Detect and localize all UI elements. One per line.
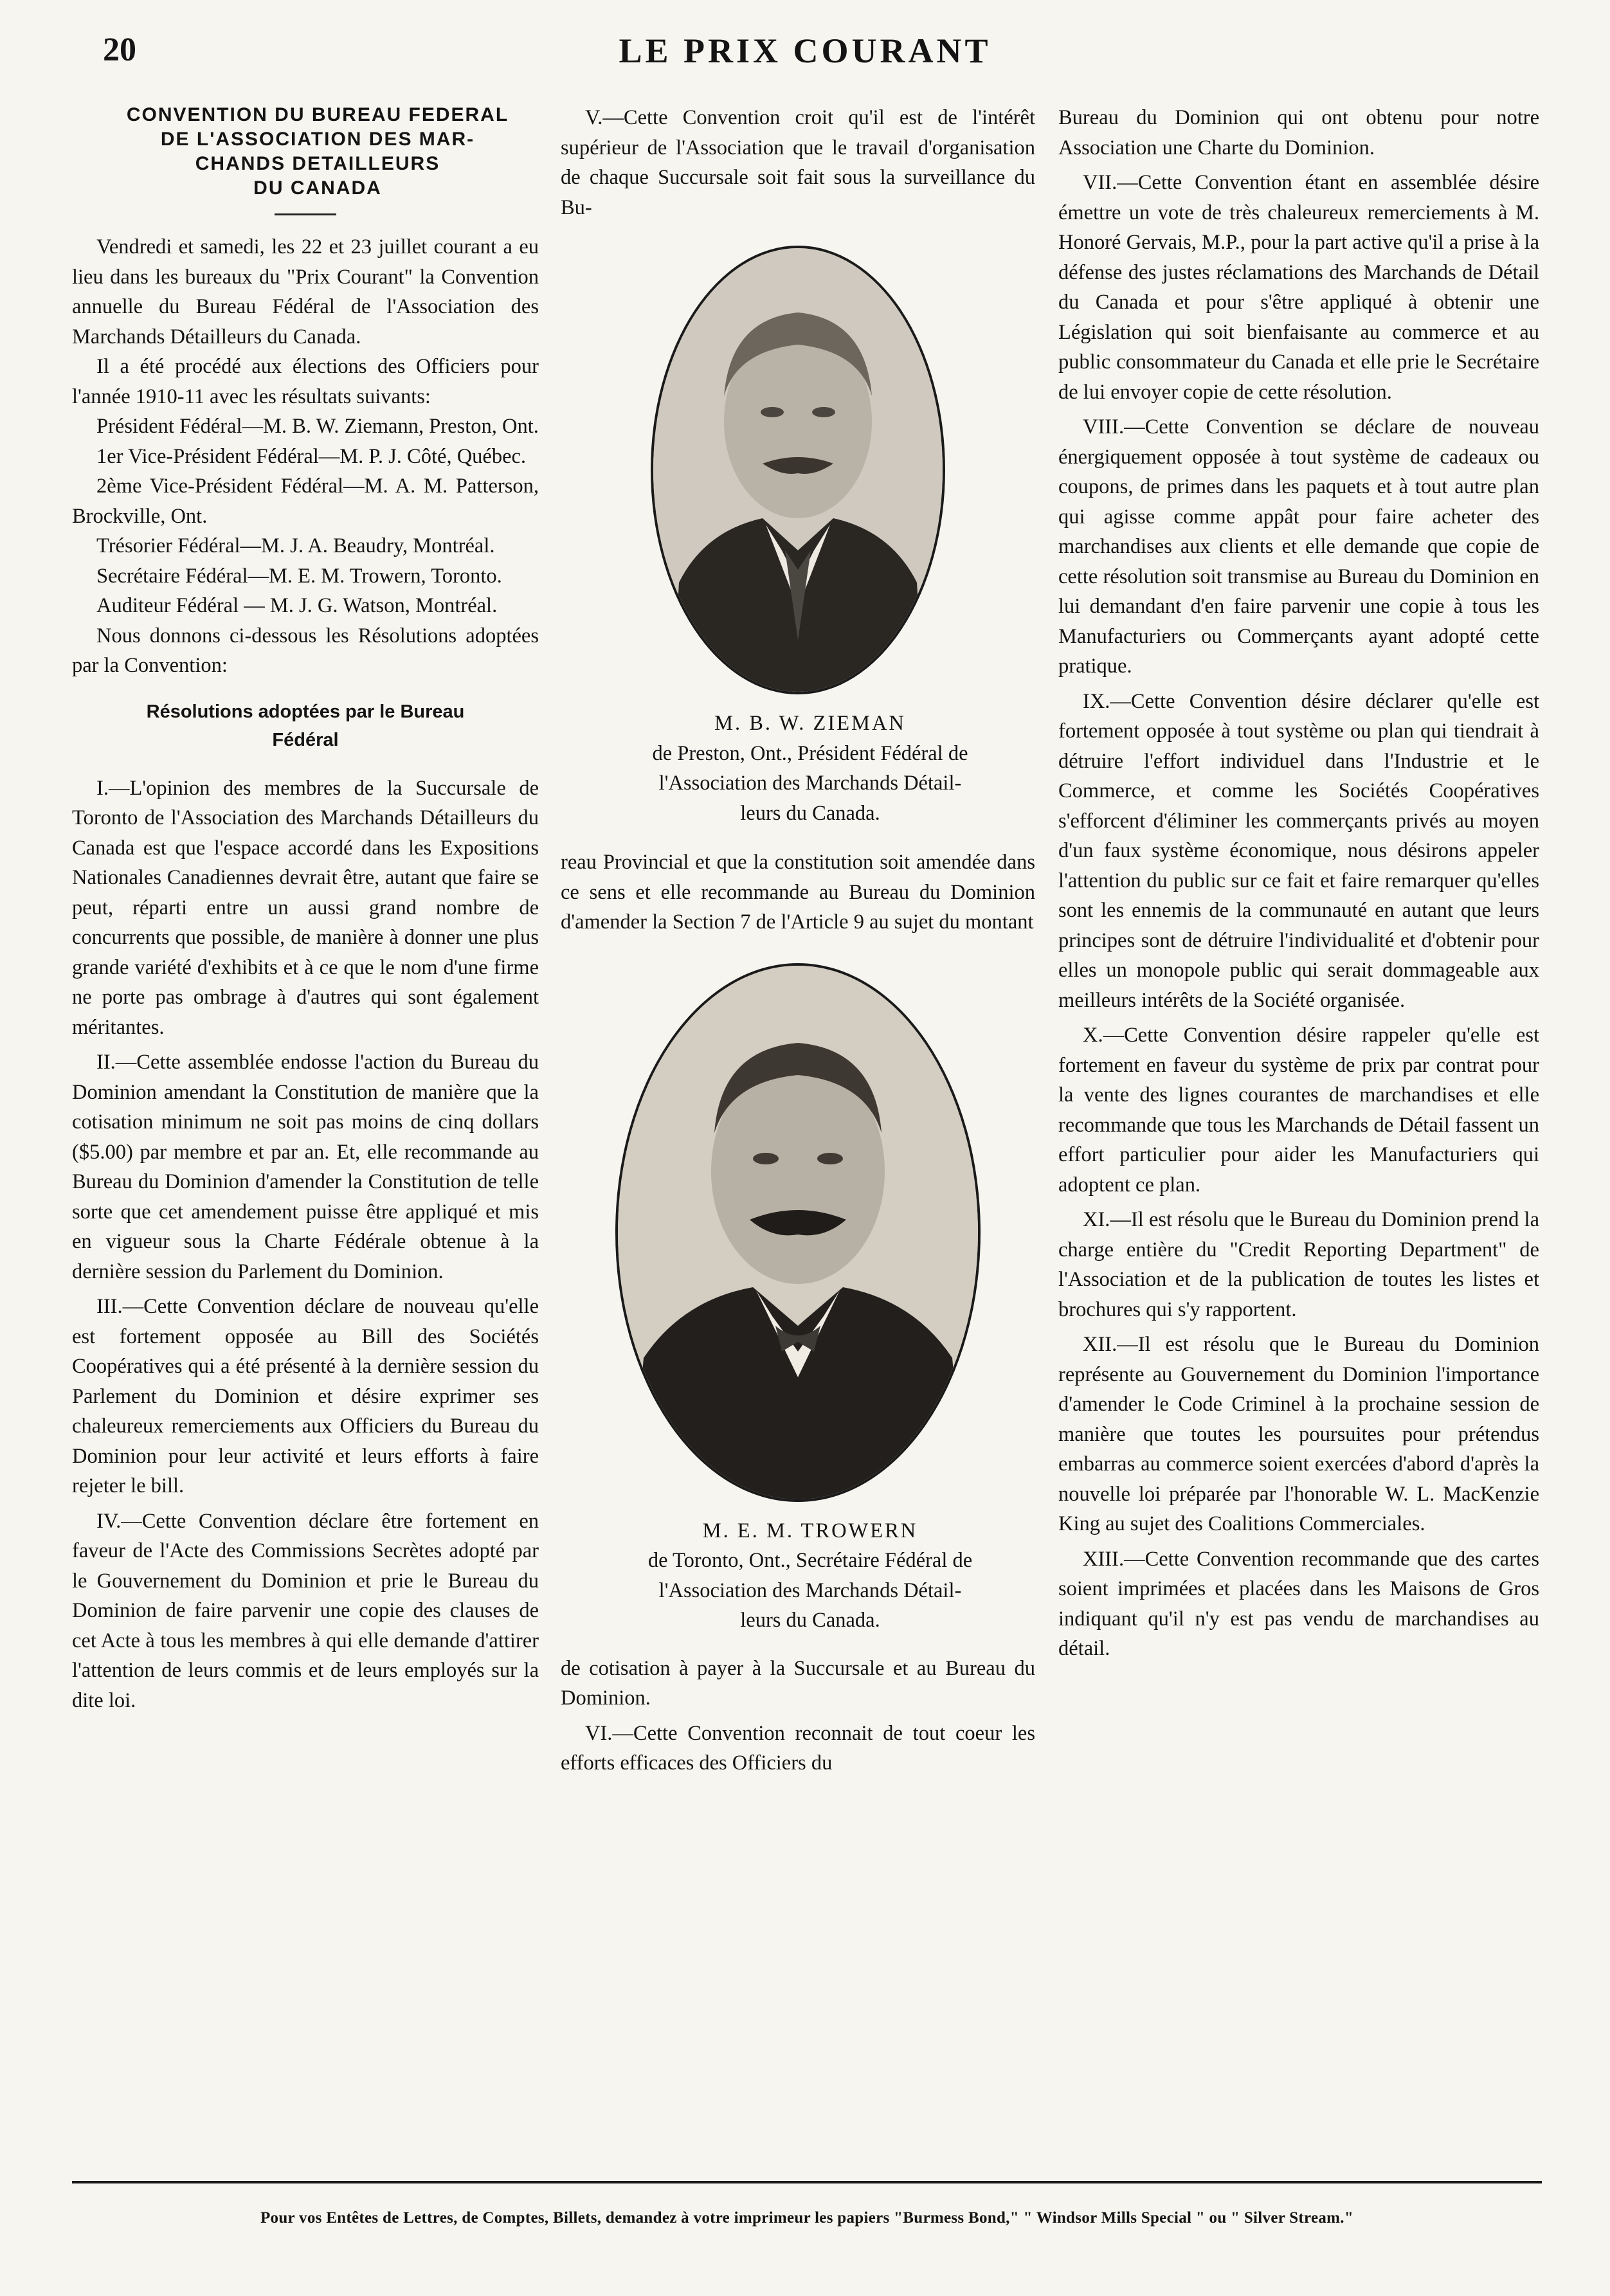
officer-entry: Trésorier Fédéral—M. J. A. Beaudry, Montréal. xyxy=(96,534,495,557)
resolution-12: XII.—Il est résolu que le Bureau du Dominion représente au Gouvernement du Dominion l'importance d'amender le Code Criminel à la prochaine session de manière que toutes les poursuites pour prétendus embarras au commerce soient exercées d'abord d'après la nouvelle loi préparée par l'honorable W. L. MacKenzie King au sujet des Coalitions Commerciales. xyxy=(1058,1333,1539,1535)
article-heading-line: CONVENTION DU BUREAU FEDERAL xyxy=(126,104,509,125)
article-heading-line: CHANDS DETAILLEURS xyxy=(195,153,440,174)
subheading-line: Fédéral xyxy=(272,729,339,750)
resolution-4: IV.—Cette Convention déclare être fortement en faveur de l'Acte des Commissions Secrètes adopté par le Gouvernement du Dominion et prie le Bureau du Dominion de faire parvenir une copie des clauses de cet Acte à tous les membres à qui elle demande d'attirer l'attention de leurs commis et de leurs employés sur la dite loi. xyxy=(72,1509,539,1712)
resolutions-subheading xyxy=(72,698,539,754)
page-number: 20 xyxy=(103,32,136,68)
resolution-2: II.—Cette assemblée endosse l'action du Bureau du Dominion amendant la Constitution de manière que la cotisation minimum ne soit pas moins de cinq dollars ($5.00) par membre et par an. Et, elle recommande au Bureau du Dominion d'amender la Constitution de telle sorte que cet amendement puisse être appliqué et mis en vigueur sous la Charte Fédérale obtenue à la dernière session du Parlement du Dominion. xyxy=(72,1051,539,1283)
resolution-3: III.—Cette Convention déclare de nouveau qu'elle est fortement opposée au Bill des Sociétés Coopératives qui a été présenté à la dernière session du Parlement du Dominion et désire exprimer ses chaleureux remerciements aux Officiers du Bureau du Dominion pour leur activité et leurs efforts à faire rejeter le bill. xyxy=(72,1295,539,1497)
portrait-trowern-caption-line: l'Association des Marchands Détail- xyxy=(658,1578,962,1602)
portrait-trowern-caption-line: de Toronto, Ont., Secrétaire Fédéral de xyxy=(647,1549,973,1572)
page-title: LE PRIX COURANT xyxy=(619,32,991,70)
officer-entry: 1er Vice-Président Fédéral—M. P. J. Côté, Québec. xyxy=(96,444,527,468)
portrait-zieman-image xyxy=(653,248,943,692)
portrait-zieman-photo xyxy=(651,246,945,694)
paragraph: Vendredi et samedi, les 22 et 23 juillet courant a eu lieu dans les bureaux du "Prix Courant" la Convention annuelle du Bureau Fédéral de l'Association des Marchands Détailleurs du Canada. xyxy=(72,235,539,348)
officer-entry: Secrétaire Fédéral—M. E. M. Trowern, Toronto. xyxy=(96,564,502,588)
paragraph: Nous donnons ci-dessous les Résolutions adoptées par la Convention: xyxy=(72,624,539,677)
portrait-zieman-caption-line: leurs du Canada. xyxy=(740,801,880,825)
resolution-13: XIII.—Cette Convention recommande que des cartes soient imprimées et placées dans les Maisons de Gros indiquant qu'il n'y est pas vendu de marchandises au détail. xyxy=(1058,1547,1539,1660)
resolution-6: VI.—Cette Convention reconnait de tout coeur les efforts efficaces des Officiers du xyxy=(561,1721,1035,1775)
footer-rule xyxy=(72,2181,1542,2183)
portrait-trowern-image xyxy=(618,966,978,1499)
resolution-9: IX.—Cette Convention désire déclarer qu'elle est fortement opposée à tout système ou plan qui tiendrait à détruire l'effort individuel dans l'Industrie et le Commerce, et comme les Sociétés Coopératives s'efforcent d'éliminer les commerçants privés au moyen d'un faux système économique, nous désirons appeler l'attention du public sur ce fait et faire remarquer qu'elles sont les ennemis de la communauté en autant que leurs principes sont de détruire l'individualité et d'obtenir pour elles un monopole public qui serait dommageable aux meilleurs intérêts de la Société organisée. xyxy=(1058,689,1539,1012)
portrait-zieman-caption-line: de Preston, Ont., Président Fédéral de xyxy=(652,741,968,765)
resolution-6-continued: Bureau du Dominion qui ont obtenu pour notre Association une Charte du Dominion. xyxy=(1058,106,1539,159)
resolution-1: I.—L'opinion des membres de la Succursale de Toronto de l'Association des Marchands Détailleurs du Canada est que l'espace accordé dans les Expositions Nationales Canadiennes devrait être, autant que faire se peut, réparti entre un aussi grand nombre de concurrents que possible, de manière à donner une plus grande variété d'exhibits et à ce que le nom d'une firme ne porte pas ombrage à d'autres qui sont également méritantes. xyxy=(72,776,539,1039)
resolution-10: X.—Cette Convention désire rappeler qu'elle est fortement en faveur du système de prix par contrat pour la vente des lignes courantes de marchandises et elle recommande que tous les Marchands de Détail fassent un effort particulier pour aider les Manufacturiers qui adoptent ce plan. xyxy=(1058,1024,1539,1197)
officer-entry: 2ème Vice-Président Fédéral—M. A. M. Patterson, Brockville, Ont. xyxy=(72,475,539,528)
column-2 xyxy=(561,103,1035,1778)
article-heading-line: DU CANADA xyxy=(253,177,382,199)
portrait-zieman-name: M. B. W. ZIEMAN xyxy=(714,712,906,735)
resolution-7: VII.—Cette Convention étant en assemblée désire émettre un vote de très chaleureux remerciements à M. Honoré Gervais, M.P., pour la part active qu'il a prise à la défense des justes réclamations des Marchands de Détail du Canada et pour s'être appliqué à obtenir une Législation qui soit bienfaisante au commerce et au public consommateur du Canada et elle prie le Secrétaire de lui envoyer copie de cette résolution. xyxy=(1058,171,1539,404)
resolution-11: XI.—Il est résolu que le Bureau du Dominion prend la charge entière du "Credit Reporting Department" de l'Association et de la publication de toutes les listes et brochures qui s'y rapportent. xyxy=(1058,1208,1539,1321)
resolution-5-end: de cotisation à payer à la Succursale et au Bureau du Dominion. xyxy=(561,1656,1035,1710)
heading-rule xyxy=(275,213,336,215)
officer-entry: Auditeur Fédéral — M. J. G. Watson, Montréal. xyxy=(96,594,498,617)
subheading-line: Résolutions adoptées par le Bureau xyxy=(146,701,465,722)
column-1 xyxy=(72,103,539,1715)
portrait-zieman-caption-line: l'Association des Marchands Détail- xyxy=(658,772,962,795)
column-3 xyxy=(1058,103,1539,1664)
paragraph: Il a été procédé aux élections des Officiers pour l'année 1910-11 avec les résultats suivants: xyxy=(72,355,539,408)
resolution-5: V.—Cette Convention croit qu'il est de l'intérêt supérieur de l'Association que le travail d'organisation de chaque Succursale soit fait sous la surveillance du Bu- xyxy=(561,106,1035,219)
article-heading-line: DE L'ASSOCIATION DES MAR- xyxy=(160,129,475,150)
portrait-trowern-caption-line: leurs du Canada. xyxy=(740,1609,880,1632)
resolution-5-continued: reau Provincial et que la constitution soit amendée dans ce sens et elle recommande au Bureau du Dominion d'amender la Section 7 de l'Article 9 au sujet du montant xyxy=(561,851,1035,934)
portrait-trowern-name: M. E. M. TROWERN xyxy=(702,1519,918,1542)
portrait-trowern-photo xyxy=(615,963,981,1502)
footer-advertisement: Pour vos Entêtes de Lettres, de Comptes, Billets, demandez à votre imprimeur les papiers "Burmess Bond," " Windsor Mills Special " ou " Silver Stream." xyxy=(260,2209,1354,2227)
officer-entry: Président Fédéral—M. B. W. Ziemann, Preston, Ont. xyxy=(96,415,539,438)
resolution-8: VIII.—Cette Convention se déclare de nouveau énergiquement opposée à tout système de cadeaux ou coupons, de primes dans les paquets et à tout autre plan qui agisse comme appât pour faire acheter des marchandises aux clients et elle demande que copie de cette résolution soit transmise au Bureau du Dominion en lui demandant d'en faire parvenir une copie à tous les Manufacturiers ou Commerçants ayant adopté cette pratique. xyxy=(1058,415,1539,678)
